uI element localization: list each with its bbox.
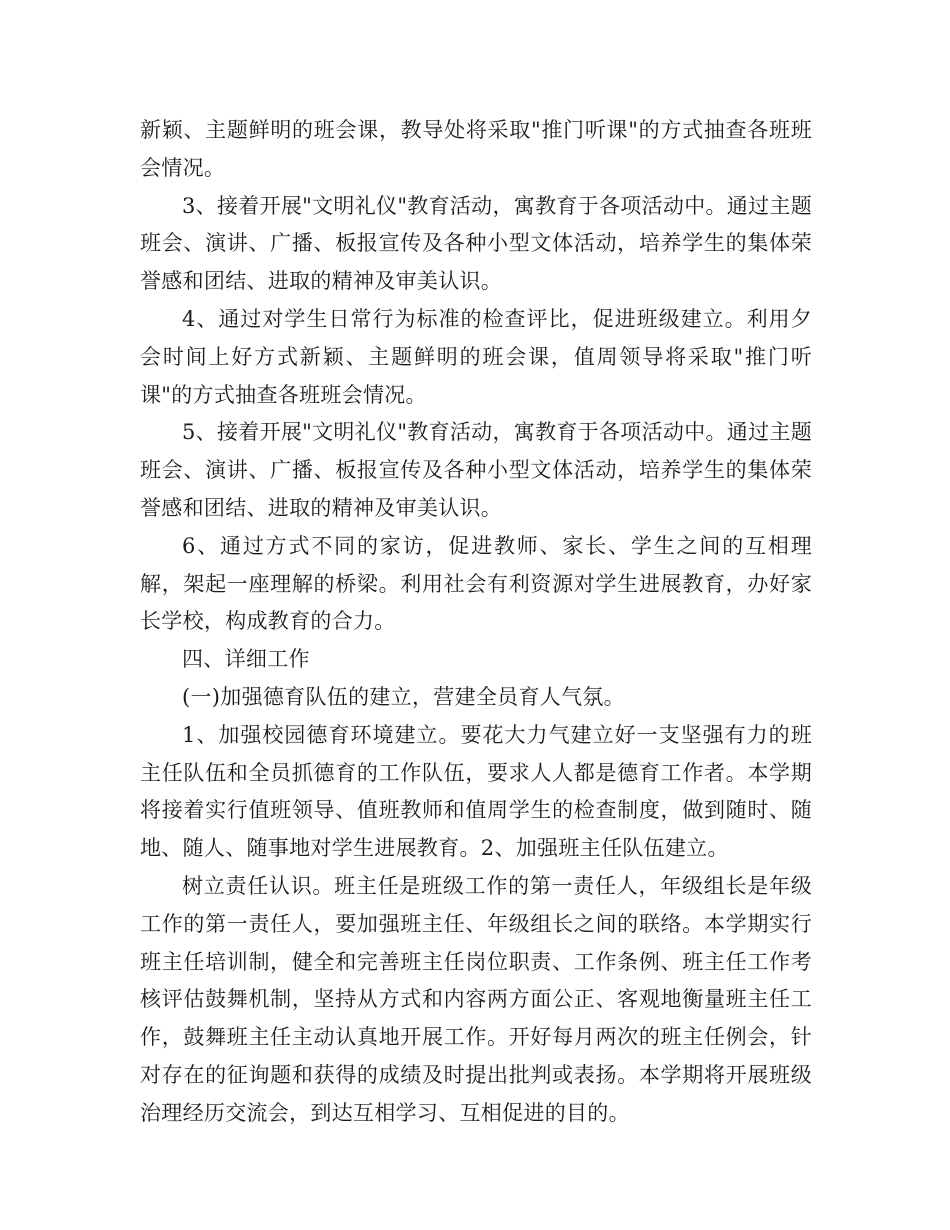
paragraph-responsibility: 树立责任认识。班主任是班级工作的第一责任人，年级组长是年级工作的第一责任人，要加强班主任、年级组长之间的联络。本学期实行班主任培训制，健全和完善班主任岗位职责、工作条例、班主任工作考核评估鼓舞机制，坚持从方式和内容两方面公正、客观地衡量班主任工作，鼓舞班主任主动认真地开展工作。开好每月两次的班主任例会，针对存在的征询题和获得的成绩及时提出批判或表扬。本学期将开展班级治理经历交流会，到达互相学习、互相促进的目的。 bbox=[140, 873, 812, 1125]
paragraph-item-4: 4、通过对学生日常行为标准的检查评比，促进班级建立。利用夕会时间上好方式新颖、主题鲜明的班会课，值周领导将采取"推门听课"的方式抽查各班班会情况。 bbox=[140, 306, 812, 407]
paragraph-continuation: 新颖、主题鲜明的班会课，教导处将采取"推门听课"的方式抽查各班班会情况。 bbox=[140, 118, 812, 180]
paragraph-item-3: 3、接着开展"文明礼仪"教育活动，寓教育于各项活动中。通过主题班会、演讲、广播、板报宣传及各种小型文体活动，培养学生的集体荣誉感和团结、进取的精神及审美认识。 bbox=[140, 193, 812, 294]
subsection-heading: (一)加强德育队伍的建立，营建全员育人气氛。 bbox=[182, 684, 625, 709]
document-body bbox=[140, 112, 812, 1133]
paragraph-subitem-1: 1、加强校园德育环境建立。要花大力气建立好一支坚强有力的班主任队伍和全员抓德育的工作队伍，要求人人都是德育工作者。本学期将接着实行值班领导、值班教师和值周学生的检查制度，做到随时、随地、随人、随事地对学生进展教育。2、加强班主任队伍建立。 bbox=[140, 722, 812, 861]
section-heading: 四、详细工作 bbox=[182, 647, 310, 672]
paragraph-item-5: 5、接着开展"文明礼仪"教育活动，寓教育于各项活动中。通过主题班会、演讲、广播、板报宣传及各种小型文体活动，培养学生的集体荣誉感和团结、进取的精神及审美认识。 bbox=[140, 420, 812, 520]
paragraph-item-6: 6、通过方式不同的家访，促进教师、家长、学生之间的互相理解，架起一座理解的桥梁。利用社会有利资源对学生进展教育，办好家长学校，构成教育的合力。 bbox=[140, 533, 812, 634]
